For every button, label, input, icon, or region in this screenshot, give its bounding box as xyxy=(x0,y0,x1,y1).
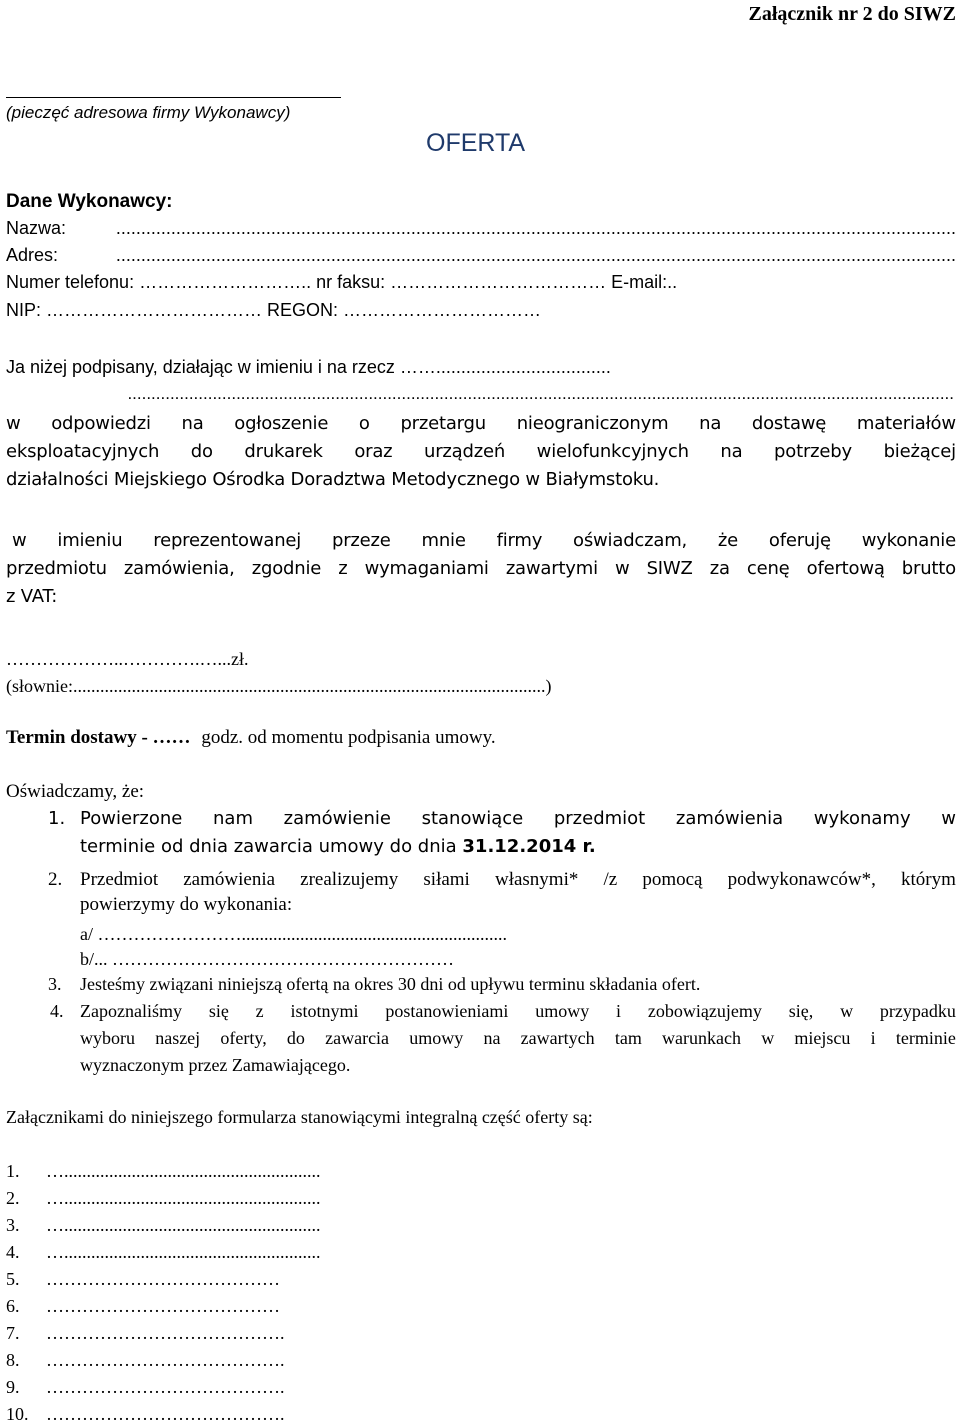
declaration-word: w xyxy=(761,1028,775,1048)
declaration-number: 2. xyxy=(48,869,63,890)
declaration-word: siłami xyxy=(423,869,470,890)
address-dots: ........................................................................................................................................................................ xyxy=(115,246,956,265)
declaration-word: którym xyxy=(901,869,956,890)
intro-word: wielofunkcyjnych xyxy=(536,441,689,462)
attachment-number: 10. xyxy=(6,1404,29,1424)
declaration-word: miejscu xyxy=(794,1028,851,1048)
intro-paragraph-row: działalności Miejskiego Ośrodka Doradztwa Metodycznego w Białymstoku. xyxy=(6,469,660,490)
offer-word: w xyxy=(12,530,27,551)
offer-word: zamówienia, xyxy=(123,558,235,579)
contractor-heading: Dane Wykonawcy: xyxy=(6,191,173,212)
offer-paragraph-row xyxy=(6,560,956,578)
attachment-item[interactable] xyxy=(6,1243,321,1261)
declaration-row xyxy=(80,810,956,828)
attachment-item[interactable] xyxy=(6,1216,321,1234)
offer-word: mnie xyxy=(421,530,466,551)
offer-word: brutto xyxy=(901,558,956,579)
declaration-word: tam xyxy=(614,1028,642,1048)
offer-word: w xyxy=(614,558,630,579)
declaration-item xyxy=(80,810,956,856)
offer-word: zgodnie xyxy=(251,558,322,579)
declaration-word: oferty, xyxy=(220,1028,267,1048)
attachment-dots: …………………………………. xyxy=(46,1377,285,1397)
offer-word: wykonanie xyxy=(861,530,956,551)
intro-word: urządzeń xyxy=(424,441,506,462)
declaration-number: 4. xyxy=(50,1001,64,1021)
declaration-word: przypadku xyxy=(879,1001,956,1021)
declaration-word: /z xyxy=(603,869,618,890)
intro-paragraph-row xyxy=(6,415,956,433)
offer-word: reprezentowanej xyxy=(153,530,302,551)
attachments-heading: Załącznikami do niniejszego formularza stanowiącymi integralną część oferty są: xyxy=(6,1107,593,1127)
intro-word: bieżącej xyxy=(883,441,956,462)
delivery-term-label[interactable]: Termin dostawy - …… xyxy=(6,727,191,748)
offer-word: oświadczam, xyxy=(573,530,688,551)
offer-word: firmy xyxy=(496,530,543,551)
attachment-item[interactable] xyxy=(6,1162,321,1180)
offer-paragraph-row xyxy=(6,532,956,550)
attachment-number: 1. xyxy=(6,1161,20,1181)
declaration-word: w xyxy=(840,1001,854,1021)
offer-word: z xyxy=(338,558,348,579)
offer-word: przedmiotu xyxy=(6,558,107,579)
declaration-row xyxy=(80,838,956,856)
attachment-dots: …......................................................... xyxy=(46,1242,321,1262)
attachment-number: 5. xyxy=(6,1269,20,1289)
attachment-dots: …………………………………. xyxy=(46,1404,285,1424)
offer-paragraph xyxy=(6,532,956,606)
declaration-word: się, xyxy=(788,1001,814,1021)
declarations-heading: Oświadczamy, że: xyxy=(6,781,145,802)
attachment-number: 8. xyxy=(6,1350,20,1370)
offer-word: za xyxy=(709,558,730,579)
declaration-item: Jesteśmy związani niniejszą ofertą na okres 30 dni od upływu terminu składania ofert. xyxy=(80,974,701,994)
intro-word: do xyxy=(190,441,213,462)
intro-paragraph-row xyxy=(6,443,956,461)
attachment-number: 9. xyxy=(6,1377,20,1397)
intro-word: na xyxy=(181,413,204,434)
declaration-word: umowy xyxy=(535,1001,590,1021)
deadline-date: 31.12.2014 r. xyxy=(462,836,596,857)
nip-regon-line[interactable]: NIP: ……………………………… REGON: …………………………… xyxy=(6,300,542,320)
intro-word: ogłoszenie xyxy=(234,413,329,434)
intro-word: eksploatacyjnych xyxy=(6,441,160,462)
declaration-word: Przedmiot xyxy=(80,869,159,890)
declaration-word: zawarcia xyxy=(325,1028,390,1048)
name-dots: ........................................................................................................................................................................ xyxy=(115,219,956,238)
declaration-word: i xyxy=(870,1028,876,1048)
declaration-word: zamówienie xyxy=(283,808,391,829)
declaration-item xyxy=(80,870,956,914)
offer-word: że xyxy=(717,530,739,551)
offer-word: cenę xyxy=(746,558,790,579)
declaration-word: warunkach xyxy=(662,1028,741,1048)
offer-word: wymaganiami xyxy=(364,558,489,579)
intro-word: o xyxy=(358,413,370,434)
price-in-words-field[interactable]: (słownie:.........................................................................................................) xyxy=(6,676,552,696)
declaration-word: przedmiot xyxy=(553,808,646,829)
intro-dots: ............................................................................................................................................................................... xyxy=(127,385,954,403)
address-field[interactable] xyxy=(90,246,956,266)
attachment-item[interactable] xyxy=(6,1189,321,1207)
name-label: Nazwa: xyxy=(6,218,67,238)
intro-dots-line[interactable] xyxy=(6,385,954,403)
intro-word: na xyxy=(720,441,743,462)
phone-fax-email-line[interactable]: Numer telefonu: ……………………….. nr faksu: ……………………………… E-mail:.. xyxy=(6,273,678,291)
intro-word: odpowiedzi xyxy=(51,413,151,434)
subcontractor-a-field[interactable]: a/ ……………………........................................................... xyxy=(80,924,507,944)
declaration-row: wyznaczonym przez Zamawiającego. xyxy=(80,1055,351,1075)
intro-word: drukarek xyxy=(244,441,323,462)
declaration-word: stanowiące xyxy=(421,808,524,829)
offer-word: imieniu xyxy=(57,530,123,551)
stamp-line xyxy=(6,97,341,98)
offer-word: ofertową xyxy=(806,558,885,579)
offer-word: SIWZ xyxy=(646,558,693,579)
declaration-word: nam xyxy=(213,808,253,829)
attachment-dots: ………………………………… xyxy=(46,1269,280,1289)
intro-word: dostawę xyxy=(751,413,827,434)
declaration-row: powierzymy do wykonania: xyxy=(80,894,293,915)
declaration-row xyxy=(80,1029,956,1047)
declaration-item xyxy=(80,1002,956,1074)
intro-word: potrzeby xyxy=(774,441,852,462)
declaration-row xyxy=(80,1002,956,1020)
declaration-word: wykonamy xyxy=(813,808,911,829)
intro-line: Ja niżej podpisany, działając w imieniu i na rzecz ……................................... xyxy=(6,357,611,377)
attachment-dots: ………………………………… xyxy=(46,1296,280,1316)
attachment-dots: …......................................................... xyxy=(46,1161,321,1181)
declaration-word: terminie xyxy=(895,1028,956,1048)
attachment-number: 4. xyxy=(6,1242,20,1262)
name-field[interactable] xyxy=(90,219,956,239)
stamp-label: (pieczęć adresowa firmy Wykonawcy) xyxy=(6,103,291,122)
declaration-word: własnymi* xyxy=(494,869,579,890)
offer-word: oferuję xyxy=(768,530,831,551)
declaration-word: do xyxy=(286,1028,305,1048)
declaration-word: podwykonawców*, xyxy=(727,869,876,890)
declaration-word: się xyxy=(208,1001,229,1021)
declaration-word: zrealizujemy xyxy=(300,869,399,890)
declaration-word: postanowieniami xyxy=(385,1001,509,1021)
offer-word: przeze xyxy=(331,530,391,551)
declaration-word: w xyxy=(941,808,956,829)
attachment-item[interactable] xyxy=(6,1270,280,1288)
attachment-number: 2. xyxy=(6,1188,20,1208)
declaration-word: pomocą xyxy=(642,869,703,890)
intro-word: przetargu xyxy=(400,413,486,434)
declaration-word: umowy xyxy=(409,1028,464,1048)
attachment-item[interactable] xyxy=(6,1378,285,1396)
attachment-dots: …......................................................... xyxy=(46,1188,321,1208)
declaration-word: i xyxy=(616,1001,622,1021)
attachment-number: 6. xyxy=(6,1296,20,1316)
attachment-dots: …......................................................... xyxy=(46,1215,321,1235)
declaration-word: z xyxy=(255,1001,264,1021)
page-title: OFERTA xyxy=(426,129,526,157)
attachment-item[interactable] xyxy=(6,1324,285,1342)
declaration-word: zamówienia xyxy=(183,869,276,890)
annex-label: Załącznik nr 2 do SIWZ xyxy=(748,3,956,25)
attachment-item[interactable] xyxy=(6,1351,285,1369)
declaration-word: Powierzone xyxy=(80,808,183,829)
attachment-item[interactable] xyxy=(6,1297,280,1315)
declaration-word: zobowiązujemy xyxy=(647,1001,762,1021)
attachment-dots: …………………………………. xyxy=(46,1323,285,1343)
declaration-row xyxy=(80,870,956,889)
declaration-number: 1. xyxy=(48,808,66,829)
intro-word: oraz xyxy=(354,441,393,462)
delivery-term xyxy=(6,728,496,747)
declaration-word: Zapoznaliśmy xyxy=(80,1001,182,1021)
declaration-word: na xyxy=(483,1028,501,1048)
declaration-word: zawartych xyxy=(520,1028,595,1048)
attachment-dots: …………………………………. xyxy=(46,1350,285,1370)
intro-word: na xyxy=(699,413,722,434)
subcontractor-b-field[interactable]: b/... ………………………………………………… xyxy=(80,949,455,969)
declaration-word: naszej xyxy=(155,1028,201,1048)
delivery-term-rest: godz. od momentu podpisania umowy. xyxy=(201,727,496,748)
offer-word: zawartymi xyxy=(505,558,598,579)
declaration-word: zamówienia xyxy=(675,808,784,829)
declaration-word: istotnymi xyxy=(290,1001,359,1021)
intro-word: materiałów xyxy=(856,413,956,434)
intro-word: nieograniczonym xyxy=(516,413,669,434)
declaration-number: 3. xyxy=(48,974,62,994)
attachment-number: 3. xyxy=(6,1215,20,1235)
intro-paragraph xyxy=(6,415,956,489)
declaration-text: terminie od dnia zawarcia umowy do dnia xyxy=(80,836,463,857)
intro-word: w xyxy=(6,413,21,434)
price-field[interactable]: ………………..………….…...zł. xyxy=(6,649,249,669)
declaration-word: wyboru xyxy=(80,1028,135,1048)
attachment-item[interactable] xyxy=(6,1405,285,1423)
offer-paragraph-row: z VAT: xyxy=(6,586,58,607)
attachment-number: 7. xyxy=(6,1323,20,1343)
address-label: Adres: xyxy=(6,245,59,265)
